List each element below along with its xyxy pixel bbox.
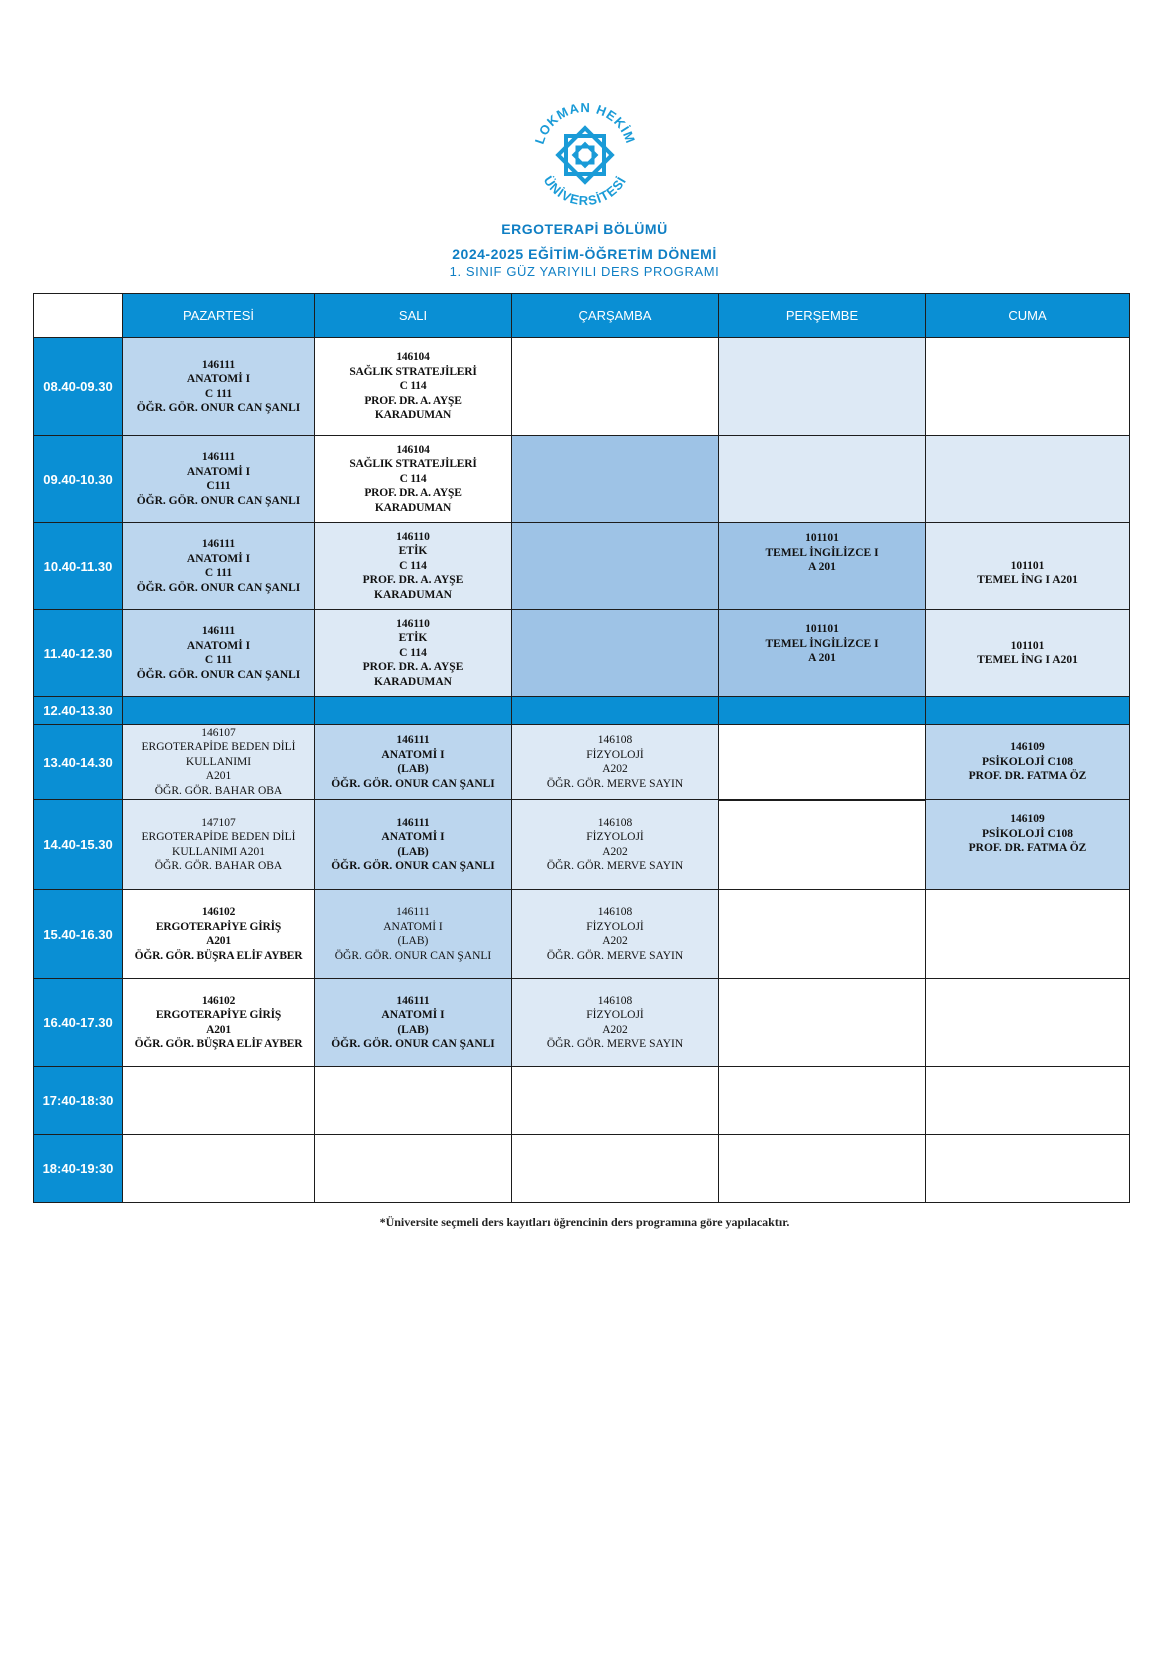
course-instructor: ÖĞR. GÖR. ONUR CAN ŞANLI [331,1038,495,1050]
course-code: 101101 [1010,639,1045,652]
empty-cell [315,697,512,725]
empty-cell [123,1135,315,1203]
schedule-row [34,610,1130,697]
empty-cell [315,1135,512,1203]
course-instructor: PROF. DR. FATMA ÖZ [968,842,1087,854]
course-instructor: ÖĞR. GÖR. MERVE SAYIN [546,949,684,962]
course-code: 147107 [201,816,236,829]
time-slot: 16.40-17.30 [34,979,123,1067]
empty-cell [719,1067,926,1135]
course-name: PSİKOLOJİ C108 [981,827,1074,840]
course-room: A202 [602,1023,628,1036]
course-cell [719,610,926,697]
empty-cell [512,697,719,725]
course-instructor: ÖĞR. GÖR. BÜŞRA ELİF AYBER [134,1038,303,1050]
course-instructor: ÖĞR. GÖR. BAHAR OBA [154,860,283,872]
course-code: 146108 [597,816,633,829]
course-code: 146111 [396,734,430,746]
course-name: PSİKOLOJİ C108 [981,755,1074,768]
empty-cell [926,338,1130,436]
schedule-row [34,523,1130,610]
empty-cell [719,800,926,890]
course-instructor: PROF. DR. A. AYŞE [362,574,464,587]
course-name: ANATOMİ I [186,552,251,565]
empty-cell [719,1135,926,1203]
course-name: SAĞLIK STRATEJİLERİ [349,365,477,378]
svg-text:ÜNİVERSİTESİ [541,173,630,208]
course-cell [512,725,719,800]
logo-text-top: LOKMAN HEKİM [531,99,639,146]
course-code: 146111 [201,538,236,550]
course-code: 146111 [201,451,236,463]
course-cell [315,523,512,610]
course-name: ANATOMİ I [186,465,251,478]
empty-cell [512,1067,719,1135]
course-instructor: ÖĞR. GÖR. ONUR CAN ŞANLI [136,581,301,594]
course-code: 146107 [201,726,236,739]
empty-cell [123,697,315,725]
footnote: *Üniversite seçmeli ders kayıtları öğrencinin ders programına göre yapılacaktır. [379,1215,790,1229]
course-cell [315,800,512,890]
course-room: C 114 [399,646,427,659]
empty-cell [719,890,926,979]
course-room: C111 [206,480,231,492]
course-code: 146109 [1010,741,1045,754]
course-name: KULLANIMI A201 [172,845,265,858]
course-cell [512,800,719,890]
day-header-tuesday: SALI [315,294,512,338]
time-slot: 10.40-11.30 [34,523,123,610]
course-instructor: ÖĞR. GÖR. BÜŞRA ELİF AYBER [134,949,303,962]
course-name: ANATOMİ I [381,748,445,761]
schedule-row [34,890,1130,979]
course-room: A202 [602,845,628,858]
course-instructor: KARADUMAN [374,588,452,601]
course-room: (LAB) [397,1023,429,1036]
course-cell [926,800,1130,890]
course-instructor: ÖĞR. GÖR. ONUR CAN ŞANLI [136,402,301,414]
course-cell [315,338,512,436]
course-name: TEMEL İNGİLİZCE I [765,637,879,650]
course-room: C 114 [399,472,427,485]
course-room: (LAB) [397,845,429,858]
empty-cell [719,338,926,436]
course-cell [123,800,315,890]
course-name: ERGOTERAPİDE BEDEN DİLİ [141,831,296,843]
course-cell [512,890,719,979]
course-code: 146110 [396,617,430,630]
course-name: KULLANIMI [185,755,252,768]
course-cell [315,725,512,800]
course-instructor: ÖĞR. GÖR. ONUR CAN ŞANLI [331,777,495,790]
course-name: ETİK [398,545,428,558]
empty-cell [719,979,926,1067]
schedule-row [34,725,1130,800]
logo-text-bottom: ÜNİVERSİTESİ [540,173,630,209]
course-code: 146110 [396,530,430,543]
course-name: TEMEL İNG I A201 [977,654,1078,666]
course-cell [123,890,315,979]
course-code: 146111 [396,816,430,829]
course-room: A201 [206,935,231,947]
empty-cell [719,725,926,800]
course-cell [123,725,315,800]
course-name: TEMEL İNGİLİZCE I [765,546,879,559]
course-instructor: ÖĞR. GÖR. ONUR CAN ŞANLI [136,494,301,507]
course-code: 146109 [1010,813,1045,825]
term-title: 2024-2025 EĞİTİM-ÖĞRETİM DÖNEMİ [452,246,717,262]
course-name: FİZYOLOJİ [586,1009,644,1021]
course-room: C 114 [399,380,427,393]
course-cell [315,890,512,979]
course-room: C 111 [204,567,233,579]
course-name: ERGOTERAPİDE BEDEN DİLİ [141,741,296,754]
day-header-thursday: PERŞEMBE [719,294,926,338]
schedule-row [34,338,1130,436]
course-instructor: PROF. DR. A. AYŞE [364,487,462,500]
course-code: 146111 [396,906,430,918]
empty-cell [512,436,719,523]
department-title: ERGOTERAPİ BÖLÜMÜ [501,221,668,237]
time-slot: 09.40-10.30 [34,436,123,523]
course-code: 146111 [396,994,430,1007]
course-cell [123,338,315,436]
empty-cell [512,1135,719,1203]
course-name: ERGOTERAPİYE GİRİŞ [155,920,282,933]
course-instructor: ÖĞR. GÖR. MERVE SAYIN [546,860,684,872]
schedule-row [34,436,1130,523]
course-room: A201 [206,1023,231,1036]
course-name: ERGOTERAPİYE GİRİŞ [155,1009,282,1021]
course-name: ANATOMİ I [383,920,443,933]
course-code: 146104 [396,443,430,456]
course-name: ANATOMİ I [381,1009,445,1021]
course-instructor: PROF. DR. A. AYŞE [364,394,462,407]
course-cell [123,523,315,610]
empty-cell [719,697,926,725]
course-cell [123,436,315,523]
time-slot: 17:40-18:30 [34,1067,123,1135]
empty-cell [926,1067,1130,1135]
time-slot: 18:40-19:30 [34,1135,123,1203]
time-slot: 08.40-09.30 [34,338,123,436]
course-instructor: PROF. DR. FATMA ÖZ [968,770,1087,783]
course-instructor: KARADUMAN [374,409,452,422]
schedule-table [33,293,1130,1203]
course-instructor: ÖĞR. GÖR. ONUR CAN ŞANLI [331,860,495,872]
course-cell [315,610,512,697]
empty-cell [512,610,719,697]
course-name: ANATOMİ I [186,373,251,385]
time-slot: 12.40-13.30 [34,697,123,725]
time-slot: 14.40-15.30 [34,800,123,890]
course-instructor: KARADUMAN [374,675,452,688]
course-code: 101101 [805,532,839,544]
time-slot: 11.40-12.30 [34,610,123,697]
course-room: C 111 [204,654,233,666]
course-room: (LAB) [397,935,429,947]
course-cell [926,610,1130,697]
header-row [34,294,1130,338]
empty-cell [926,979,1130,1067]
empty-cell [926,890,1130,979]
course-instructor: ÖĞR. GÖR. BAHAR OBA [154,784,283,797]
schedule-row [34,1135,1130,1203]
course-room: A 201 [808,652,836,664]
course-instructor: ÖĞR. GÖR. MERVE SAYIN [546,1038,684,1050]
schedule-row [34,800,1130,890]
course-code: 146102 [201,994,236,1007]
empty-cell [315,1067,512,1135]
course-room: C 111 [204,387,233,400]
course-cell [926,725,1130,800]
course-instructor: ÖĞR. GÖR. MERVE SAYIN [546,777,684,790]
day-header-monday: PAZARTESİ [123,294,315,338]
university-logo [528,98,642,212]
course-room: A202 [602,763,628,775]
course-name: FİZYOLOJİ [586,748,644,761]
empty-cell [512,338,719,436]
course-room: C 114 [399,559,427,572]
course-code: 146102 [201,906,236,918]
course-instructor: ÖĞR. GÖR. ONUR CAN ŞANLI [334,949,492,962]
course-cell [315,436,512,523]
course-instructor: KARADUMAN [374,501,452,514]
course-name: SAĞLIK STRATEJİLERİ [349,458,477,471]
course-name: FİZYOLOJİ [586,831,644,843]
course-room: A 201 [808,561,836,573]
course-cell [315,979,512,1067]
course-name: ANATOMİ I [381,831,445,843]
course-room: A201 [205,770,232,783]
empty-cell [926,697,1130,725]
time-slot: 13.40-14.30 [34,725,123,800]
course-instructor: PROF. DR. A. AYŞE [362,661,464,674]
course-name: FİZYOLOJİ [586,920,644,933]
empty-cell [512,523,719,610]
course-room: A202 [602,935,628,947]
lunch-row [34,697,1130,725]
course-name: ANATOMİ I [186,639,251,652]
course-cell [123,610,315,697]
course-cell [719,523,926,610]
course-cell [512,979,719,1067]
course-code: 146108 [597,994,633,1007]
empty-cell [719,436,926,523]
day-header-friday: CUMA [926,294,1130,338]
course-name: ETİK [398,632,428,645]
course-instructor: ÖĞR. GÖR. ONUR CAN ŞANLI [136,668,301,681]
course-code: 146104 [396,351,430,364]
time-slot: 15.40-16.30 [34,890,123,979]
empty-cell [926,1135,1130,1203]
course-code: 101101 [1010,559,1045,572]
day-header-wednesday: ÇARŞAMBA [512,294,719,338]
program-title: 1. SINIF GÜZ YARIYILI DERS PROGRAMI [449,264,720,279]
course-code: 146108 [597,734,633,746]
course-cell [123,979,315,1067]
course-code: 146111 [201,358,236,371]
corner-cell [34,294,123,338]
course-code: 146108 [597,906,633,918]
schedule-row [34,1067,1130,1135]
empty-cell [123,1067,315,1135]
course-name: TEMEL İNG I A201 [977,574,1078,586]
course-code: 101101 [805,623,839,635]
empty-cell [926,436,1130,523]
svg-text:LOKMAN HEKİM [532,100,639,146]
course-code: 146111 [201,625,236,637]
schedule-row [34,979,1130,1067]
course-cell [926,523,1130,610]
course-room: (LAB) [397,763,429,775]
